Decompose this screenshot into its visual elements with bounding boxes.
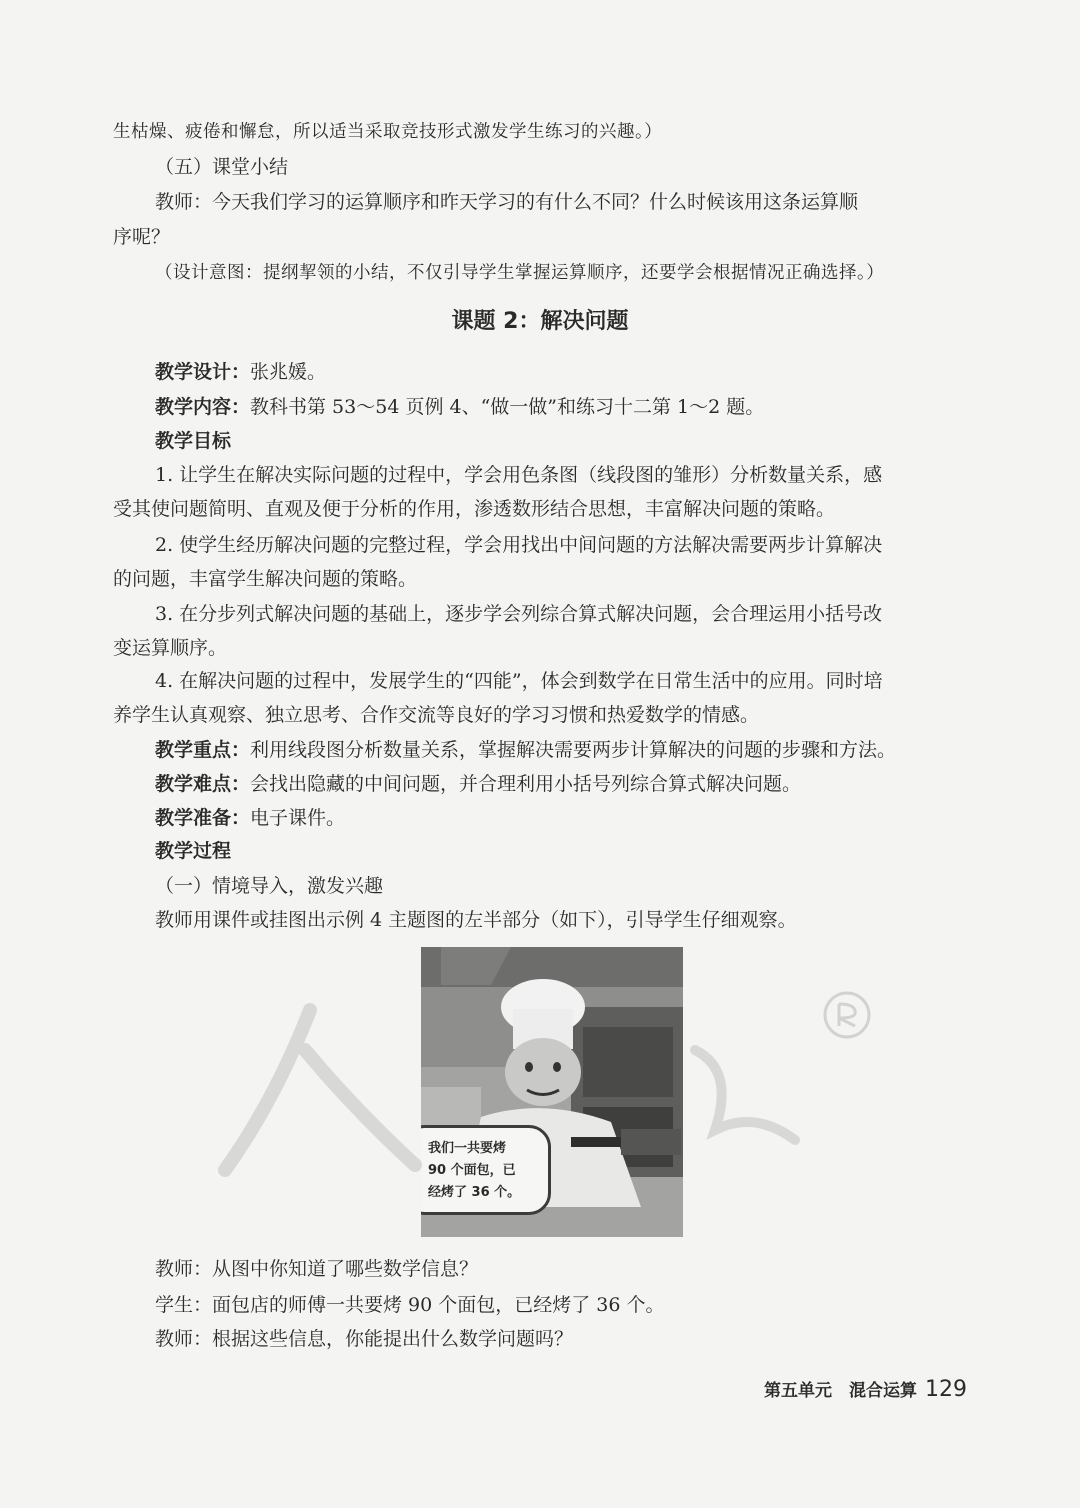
teaching-content (155, 390, 1015, 424)
content-label: 教学内容： (155, 396, 251, 418)
design-intent-note: （设计意图：提纲挈领的小结，不仅引导学生掌握运算顺序，还要学会根据情况正确选择。） (155, 263, 885, 283)
speech-bubble (421, 1125, 551, 1215)
prep-label: 教学准备： (155, 807, 251, 829)
step-1-heading: （一）情境导入，激发兴趣 (155, 875, 384, 897)
goal-2: 2. 使学生经历解决问题的完整过程，学会用找出中间问题的方法解决需要两步计算解决 (155, 534, 883, 556)
dialogue-student-1: 学生：面包店的师傅一共要烤 90 个面包，已经烤了 36 个。 (155, 1294, 665, 1316)
teacher-question-cont: 序呢？ (113, 226, 171, 248)
goal-1: 1. 让学生在解决实际问题的过程中，学会用色条图（线段图的雏形）分析数量关系，感 (155, 464, 883, 486)
teaching-focus (155, 733, 1015, 767)
teaching-difficulty (155, 767, 1015, 801)
designer-label: 教学设计： (155, 361, 251, 383)
bubble-line-1: 我们一共要烤 (428, 1141, 507, 1156)
goal-1-cont: 受其使问题简明、直观及便于分析的作用，渗透数形结合思想，丰富解决问题的策略。 (113, 498, 836, 520)
goal-4: 4. 在解决问题的过程中，发展学生的“四能”，体会到数学在日常生活中的应用。同时培 (155, 670, 883, 692)
lesson-title: 课题 2：解决问题 (451, 309, 629, 334)
unit-name: 第五单元 混合运算 (764, 1381, 917, 1401)
dialogue-teacher-2: 教师：根据这些信息，你能提出什么数学问题吗？ (155, 1328, 574, 1350)
designer-value: 张兆媛。 (250, 361, 327, 383)
focus-label: 教学重点： (155, 739, 251, 761)
difficulty-value: 会找出隐藏的中间问题，并合理利用小括号列综合算式解决问题。 (250, 773, 802, 795)
baker-illustration (421, 947, 683, 1237)
goals-heading: 教学目标 (155, 430, 232, 452)
goal-4-cont: 养学生认真观察、独立思考、合作交流等良好的学习习惯和热爱数学的情感。 (113, 704, 760, 726)
bubble-line-3: 经烤了 36 个。 (428, 1185, 521, 1200)
bubble-line-2: 90 个面包，已 (428, 1163, 516, 1178)
goal-3: 3. 在分步列式解决问题的基础上，逐步学会列综合算式解决问题，会合理运用小括号改 (155, 603, 883, 625)
process-heading: 教学过程 (155, 840, 232, 862)
page-number: 129 (925, 1377, 967, 1402)
goal-2-cont: 的问题，丰富学生解决问题的策略。 (113, 568, 418, 590)
teaching-designer (155, 355, 1015, 389)
content-value: 教科书第 53～54 页例 4、“做一做”和练习十二第 1～2 题。 (250, 396, 765, 418)
section-heading-summary: （五）课堂小结 (155, 156, 289, 178)
dialogue-teacher-1: 教师：从图中你知道了哪些数学信息？ (155, 1258, 479, 1280)
page-footer (764, 1375, 967, 1406)
prep-value: 电子课件。 (250, 807, 346, 829)
goal-3-cont: 变运算顺序。 (113, 637, 228, 659)
difficulty-label: 教学难点： (155, 773, 251, 795)
intro-text: 教师用课件或挂图出示例 4 主题图的左半部分（如下），引导学生仔细观察。 (155, 909, 797, 931)
design-note-end: 生枯燥、疲倦和懈怠，所以适当采取竞技形式激发学生练习的兴趣。） (113, 122, 663, 142)
focus-value: 利用线段图分析数量关系，掌握解决需要两步计算解决的问题的步骤和方法。 (250, 739, 897, 761)
teaching-preparation (155, 801, 1015, 835)
teacher-question: 教师：今天我们学习的运算顺序和昨天学习的有什么不同？什么时候该用这条运算顺 (155, 191, 859, 213)
